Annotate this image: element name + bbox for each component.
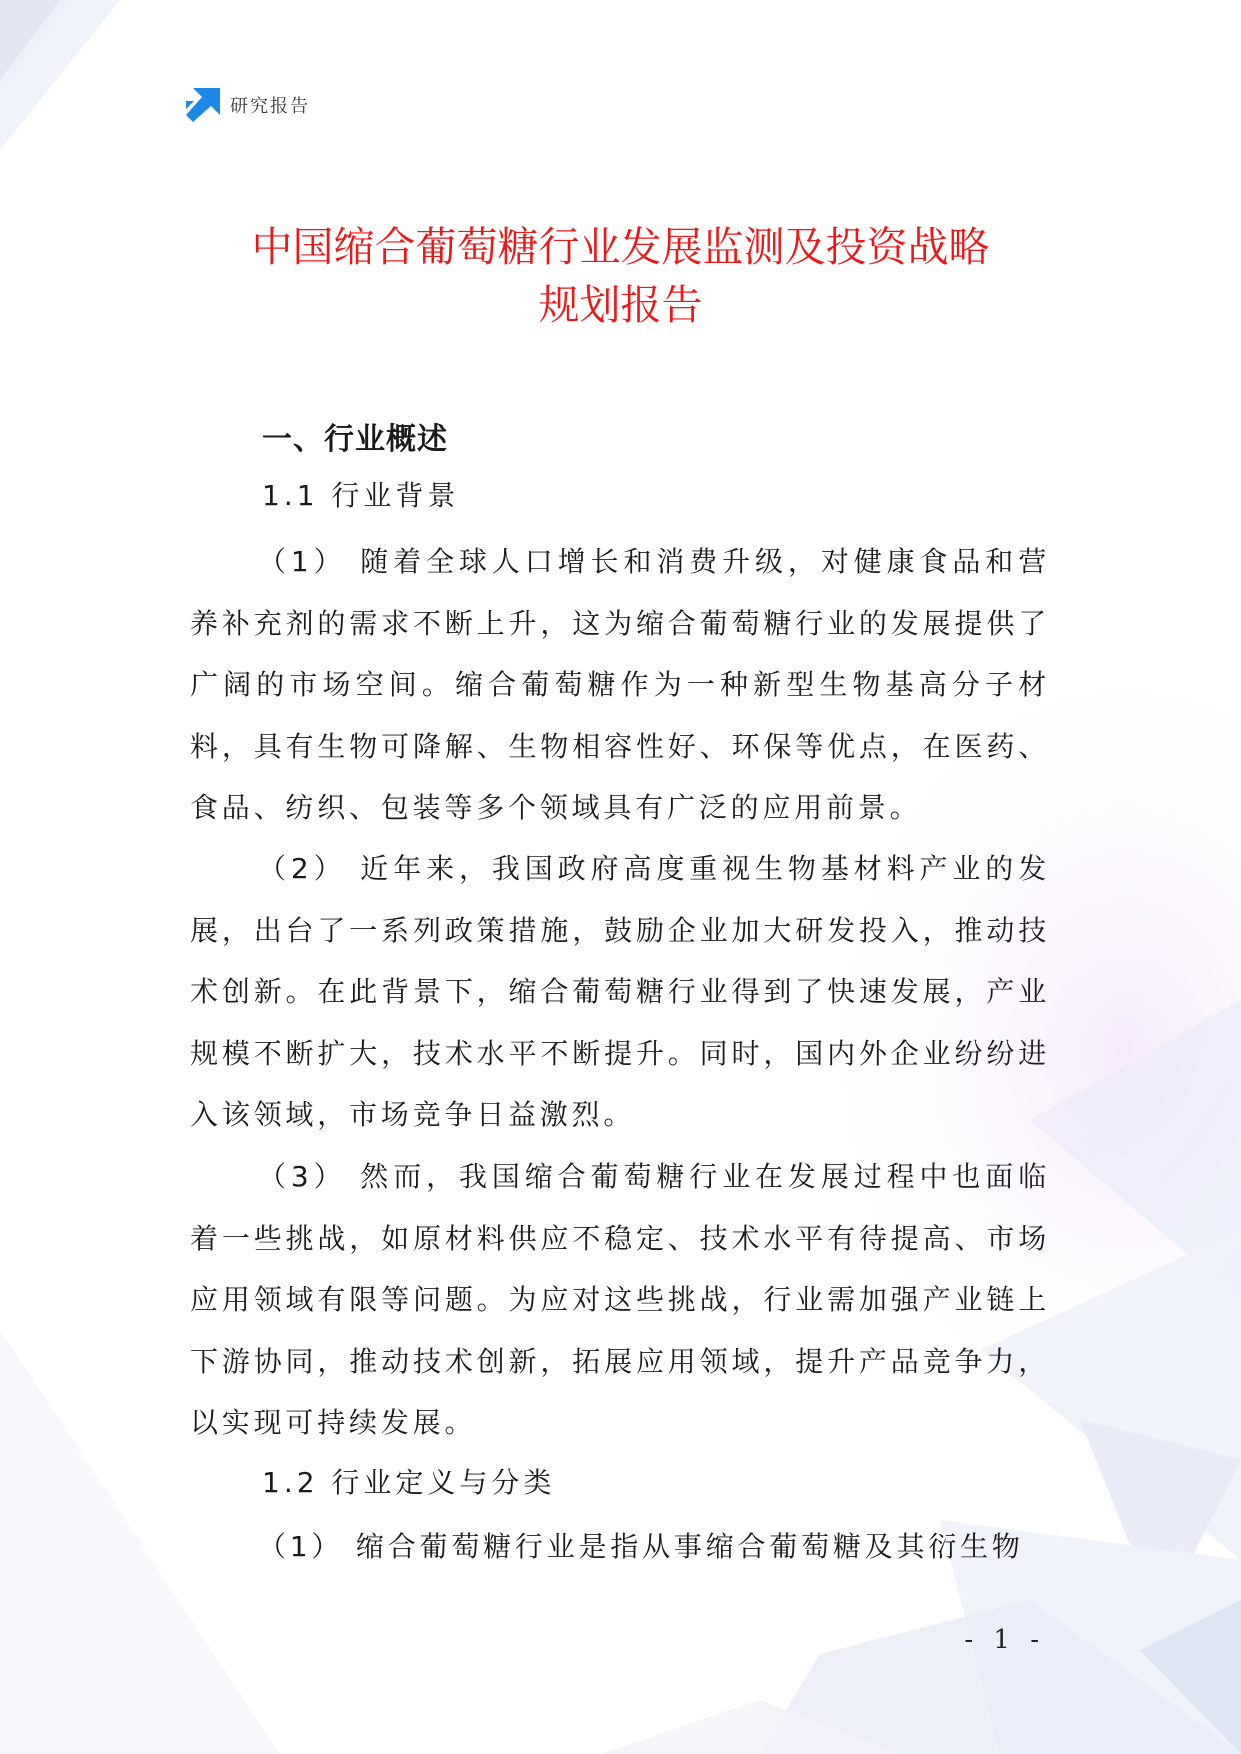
title-line-1: 中国缩合葡萄糖行业发展监测及投资战略 bbox=[251, 223, 990, 271]
header-label: 研究报告 bbox=[230, 96, 310, 117]
subsection-heading-background: 1.1 行业背景 bbox=[262, 479, 460, 512]
arrow-up-right-icon bbox=[186, 88, 220, 122]
report-title bbox=[150, 218, 1091, 334]
subsection-heading-definition: 1.2 行业定义与分类 bbox=[262, 1466, 556, 1499]
section-heading-overview: 一、行业概述 bbox=[262, 422, 448, 457]
paragraph-1: （1） 随着全球人口增长和消费升级，对健康食品和营养补充剂的需求不断上升，这为缩合葡萄糖行业的发展提供了广阔的市场空间。缩合葡萄糖作为一种新型生物基高分子材料，具有生物可降解、生物相容性好、环保等优点，在医药、食品、纺织、包装等多个领域具有广泛的应用前景。 bbox=[190, 545, 1050, 824]
report-header bbox=[186, 88, 310, 122]
paragraph-2: （2） 近年来，我国政府高度重视生物基材料产业的发展，出台了一系列政策措施，鼓励企业加大研发投入，推动技术创新。在此背景下，缩合葡萄糖行业得到了快速发展，产业规模不断扩大，技术水平不断提升。同时，国内外企业纷纷进入该领域，市场竞争日益激烈。 bbox=[190, 852, 1050, 1131]
paragraph-3: （3） 然而，我国缩合葡萄糖行业在发展过程中也面临着一些挑战，如原材料供应不稳定、技术水平有待提高、市场应用领域有限等问题。为应对这些挑战，行业需加强产业链上下游协同，推动技术创新，拓展应用领域，提升产品竞争力，以实现可持续发展。 bbox=[190, 1160, 1050, 1439]
title-line-2: 规划报告 bbox=[538, 281, 703, 329]
page-number: - 1 - bbox=[964, 1625, 1045, 1655]
paragraph-4: （1） 缩合葡萄糖行业是指从事缩合葡萄糖及其衍生物 bbox=[258, 1530, 1024, 1563]
